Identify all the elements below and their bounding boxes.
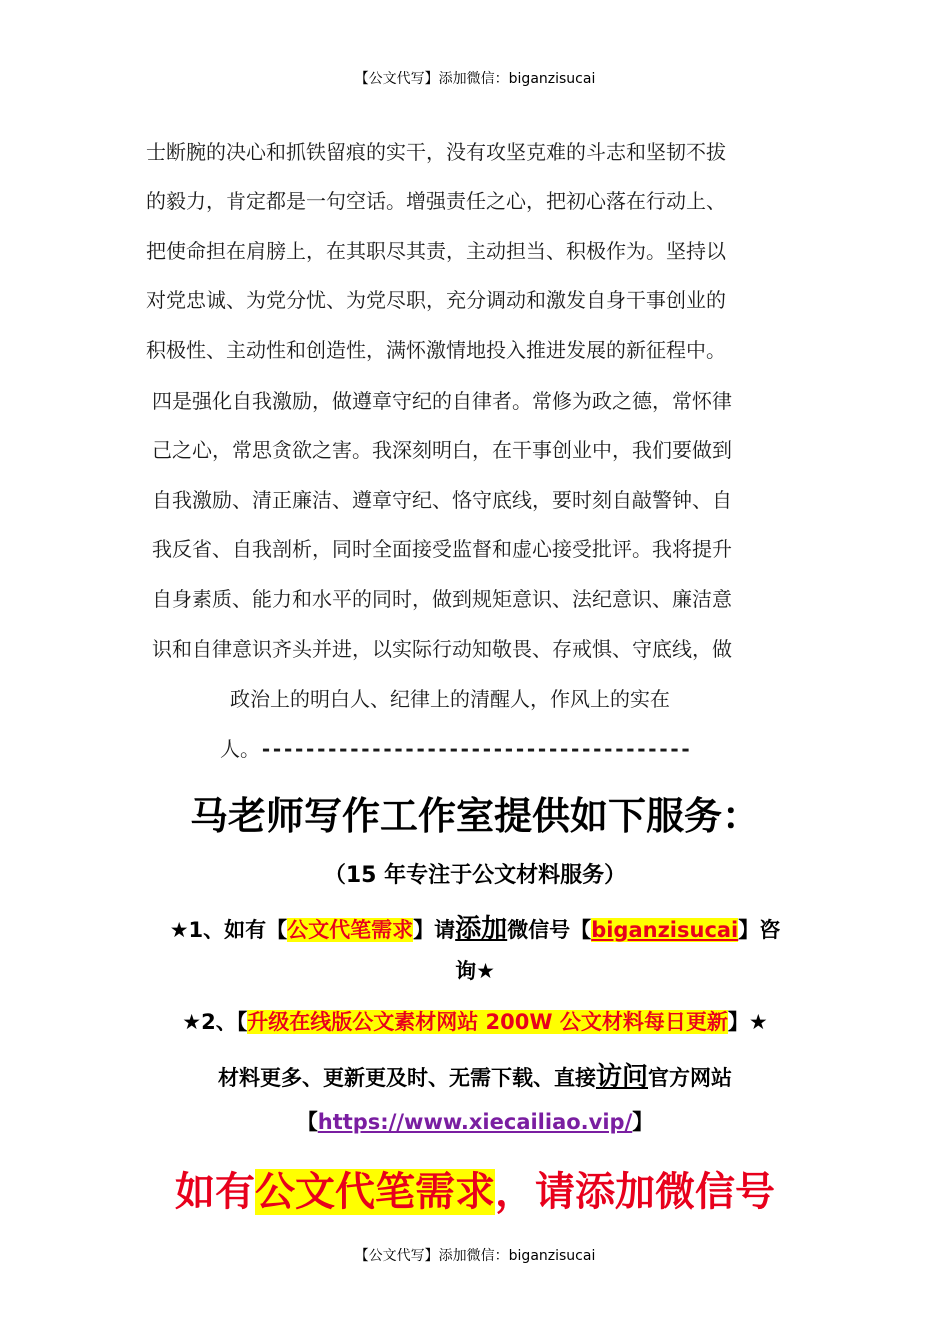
- paragraph-line: 积极性、主动性和创造性，满怀激情地投入推进发展的新征程中。: [146, 338, 726, 362]
- service-item-2-line3: [0, 1106, 950, 1136]
- big-call-to-action: [0, 1160, 950, 1217]
- last-line-text: 人。: [220, 737, 260, 761]
- item1-prefix: ★1、如有【: [169, 918, 288, 942]
- item1-highlight: 公文代笔需求: [287, 918, 414, 942]
- paragraph-line: 政治上的明白人、纪律上的清醒人，作风上的实在: [230, 687, 670, 711]
- services-title: 马老师写作工作室提供如下服务：: [189, 794, 760, 838]
- dash-separator: ---------------------------------------: [260, 737, 691, 761]
- service-item-1: [0, 908, 950, 945]
- paragraph-line: 识和自律意识齐头并进，以实际行动知敬畏、存戒惧、守底线，做: [152, 637, 732, 661]
- item1-mid1: 】请: [413, 918, 456, 942]
- item2-visit-emphasis: 访问: [595, 1062, 648, 1092]
- url-open-bracket: 【: [296, 1110, 318, 1134]
- paragraph-line: 四是强化自我激励，做遵章守纪的自律者。常修为政之德，常怀律: [152, 389, 732, 413]
- wechat-id[interactable]: biganzisucai: [591, 918, 739, 942]
- paragraph-line: 对党忠诚、为党分忧、为党尽职，充分调动和激发自身干事创业的: [146, 288, 726, 312]
- service-item-1-wrap: 询★: [455, 959, 495, 983]
- page-footer: 【公文代写】添加微信：biganzisucai: [354, 1248, 596, 1264]
- service-item-2-line2: [0, 1056, 950, 1093]
- url-close-bracket: 】: [632, 1110, 654, 1134]
- paragraph-last-line: [220, 734, 691, 764]
- item2-suffix: 】★: [727, 1010, 768, 1034]
- big-highlight: 公文代笔需求: [255, 1169, 495, 1215]
- paragraph-line: 的毅力，肯定都是一句空话。增强责任之心，把初心落在行动上、: [146, 189, 726, 213]
- service-item-2: [0, 1006, 950, 1036]
- item1-mid2: 微信号【: [507, 918, 592, 942]
- website-link[interactable]: https://www.xiecailiao.vip/: [317, 1110, 633, 1134]
- item2-line2-post: 官方网站: [648, 1066, 732, 1090]
- paragraph-line: 自身素质、能力和水平的同时，做到规矩意识、法纪意识、廉洁意: [152, 587, 732, 611]
- item2-line2-pre: 材料更多、更新更及时、无需下载、直接: [217, 1066, 596, 1090]
- paragraph-line: 自我激励、清正廉洁、遵章守纪、恪守底线，要时刻自敲警钟、自: [152, 488, 732, 512]
- paragraph-line: 我反省、自我剖析，同时全面接受监督和虚心接受批评。我将提升: [152, 537, 732, 561]
- item2-highlight: 升级在线版公文素材网站 200W 公文材料每日更新: [247, 1010, 728, 1034]
- page-header: 【公文代写】添加微信：biganzisucai: [354, 71, 596, 87]
- services-subtitle: （15 年专注于公文材料服务）: [323, 863, 627, 888]
- big-post: ，请添加微信号: [495, 1169, 775, 1215]
- paragraph-line: 把使命担在肩膀上，在其职尽其责，主动担当、积极作为。坚持以: [146, 239, 726, 263]
- big-pre: 如有: [175, 1169, 255, 1215]
- item1-add-emphasis: 添加: [455, 914, 508, 944]
- paragraph-line: 己之心，常思贪欲之害。我深刻明白，在干事创业中，我们要做到: [152, 438, 732, 462]
- item1-suffix: 】咨: [738, 918, 781, 942]
- item2-prefix: ★2、【: [182, 1010, 248, 1034]
- paragraph-line: 士断腕的决心和抓铁留痕的实干，没有攻坚克难的斗志和坚韧不拔: [146, 140, 726, 164]
